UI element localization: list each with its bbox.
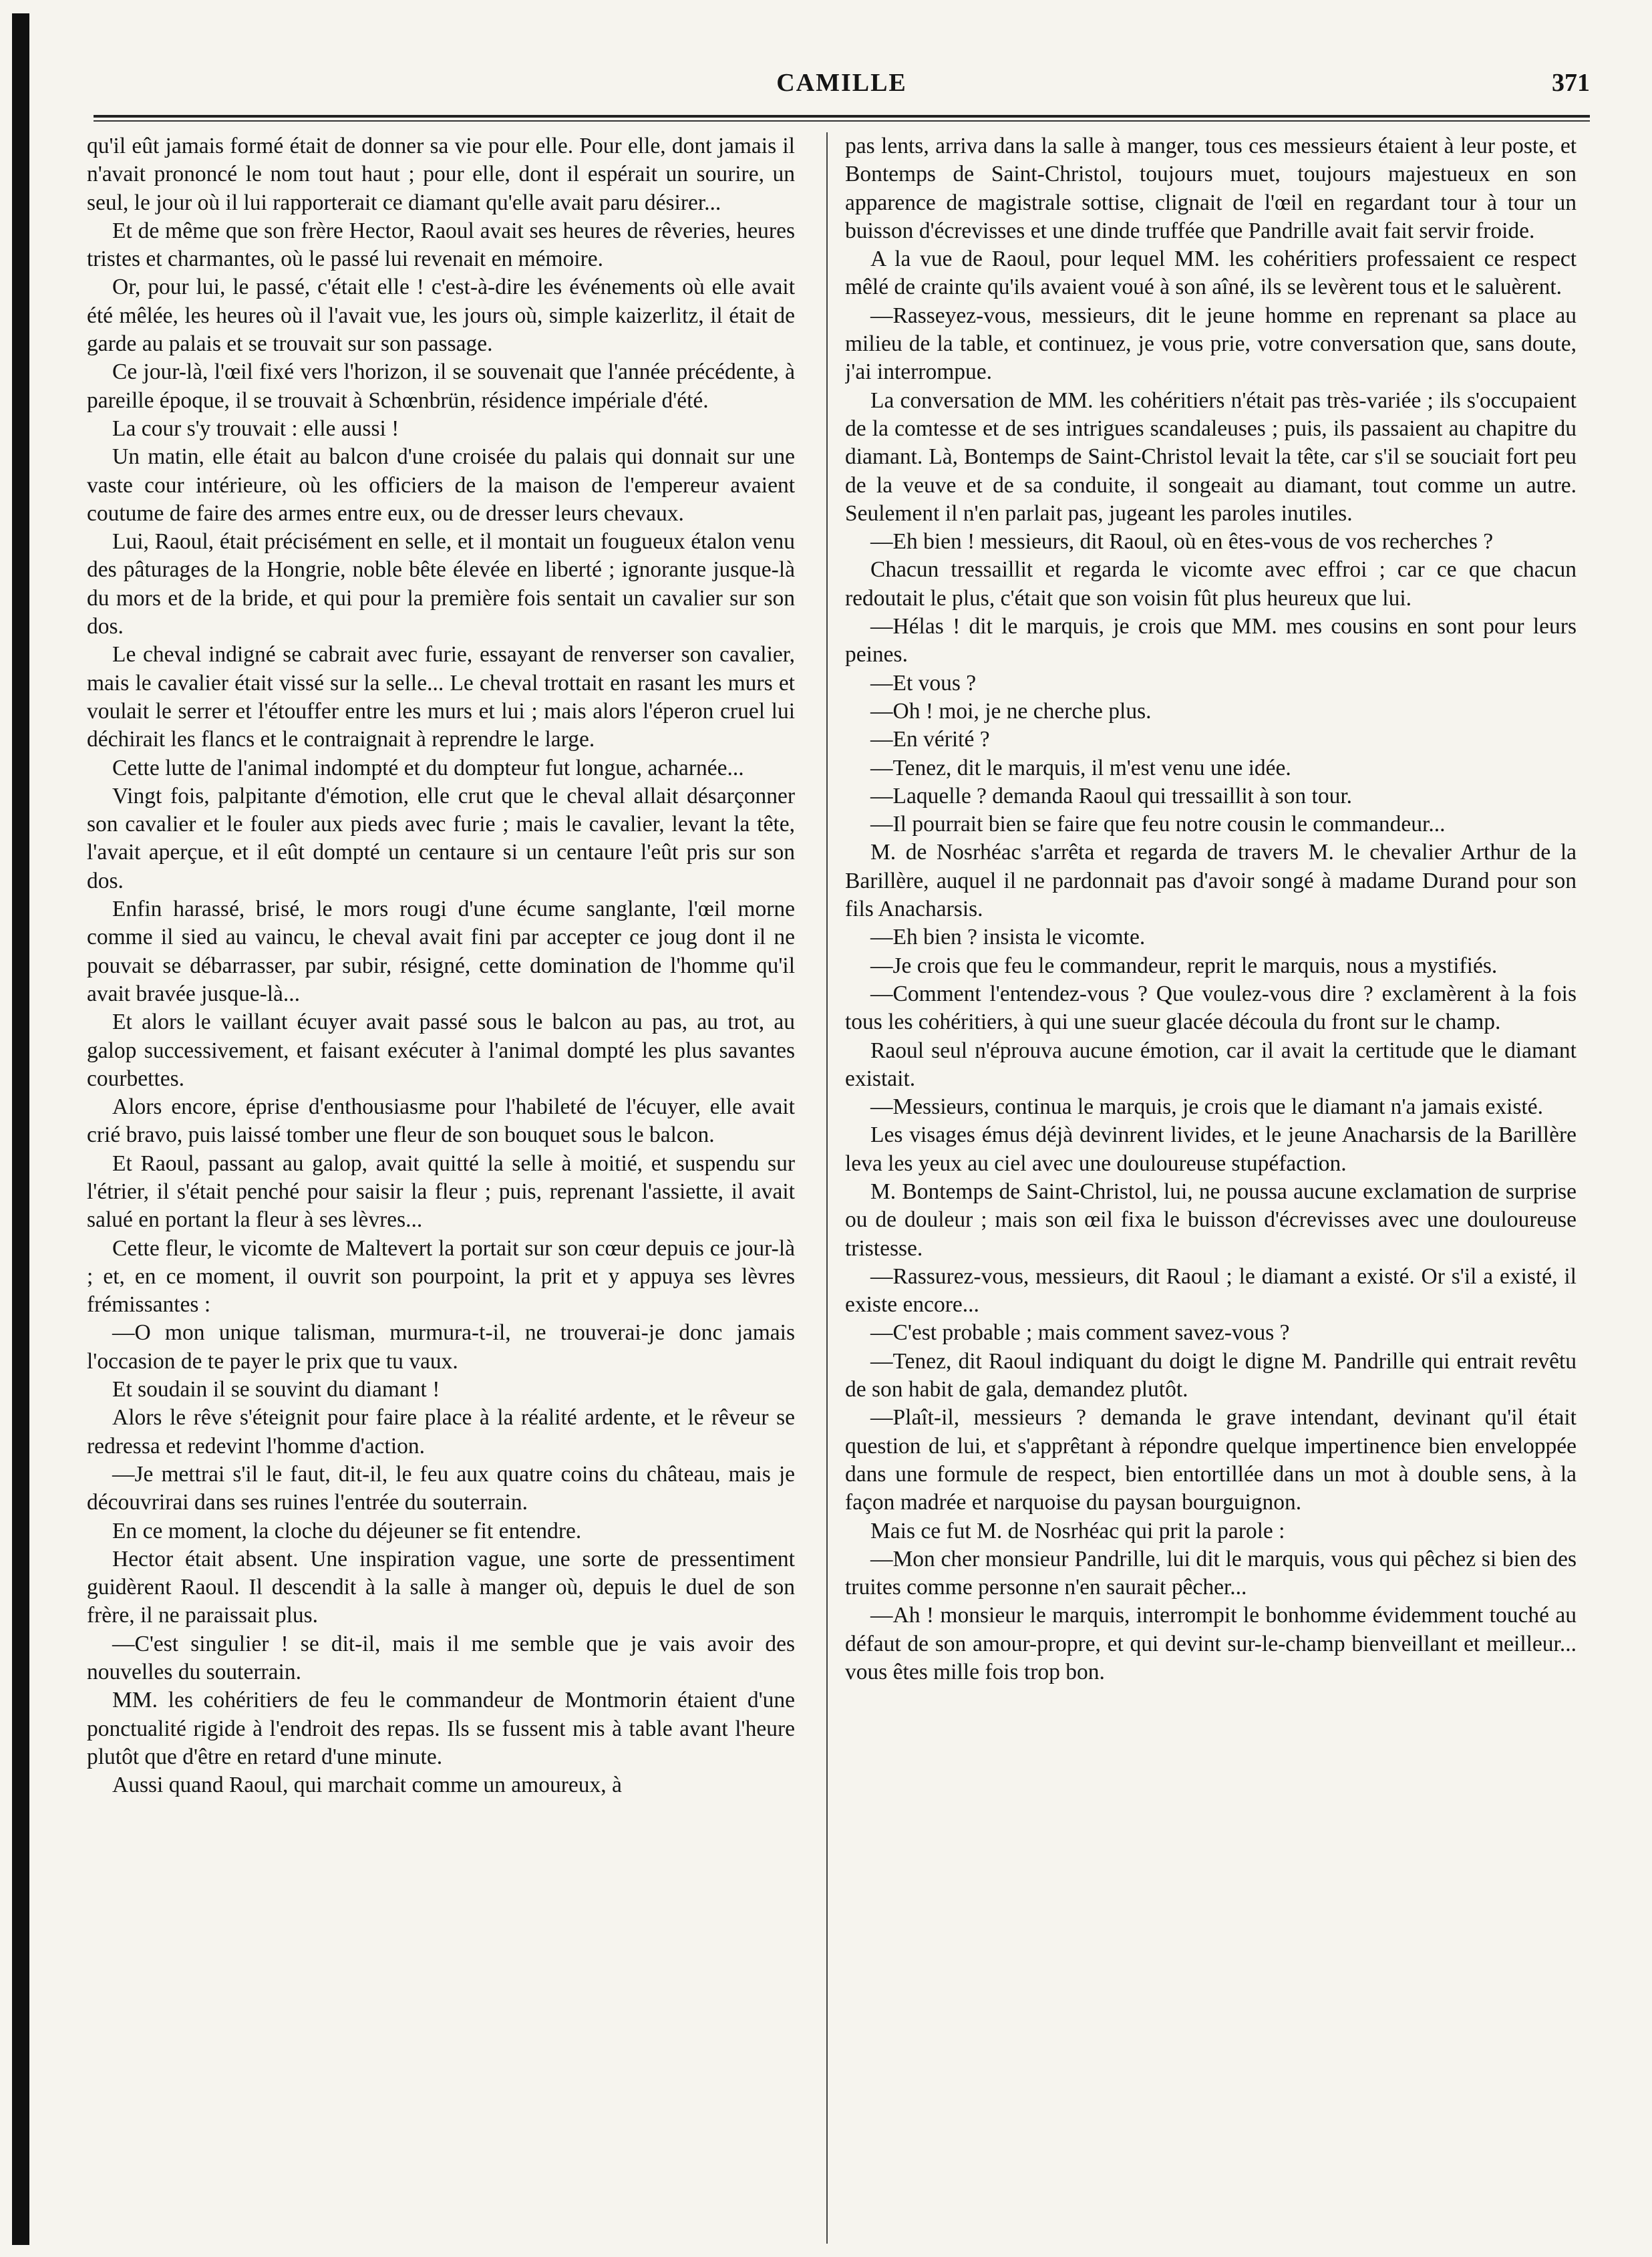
paragraph: —Eh bien ! messieurs, dit Raoul, où en êtes-vous de vos recherches ? (870, 529, 1494, 555)
paragraph: Et soudain il se souvint du diamant ! (112, 1377, 440, 1402)
paragraph: —Hélas ! dit le marquis, je crois que MM. mes cousins en sont pour leurs peines. (845, 614, 1577, 667)
paragraph: —Ah ! monsieur le marquis, interrompit le bonhomme évidemment touché au défaut de son amour-propre, et qui devint sur-le-champ bienveillant et meilleur... vous êtes mille fois trop bon. (845, 1603, 1577, 1685)
paragraph: Un matin, elle était au balcon d'une croisée du palais qui donnait sur une vaste cour intérieure, où les officiers de la maison de l'empereur avaient coutume de faire des armes entre eux, ou de dresser leurs chevaux. (87, 444, 795, 526)
paragraph: —Eh bien ? insista le vicomte. (870, 925, 1146, 950)
paragraph: Vingt fois, palpitante d'émotion, elle crut que le cheval allait désarçonner son cavalier et le fouler aux pieds avec furie ; mais le cavalier, levant la tête, l'avait aperçue, et il eût dompté un centaure si un centaure l'eût pris sur son dos. (87, 783, 795, 893)
paragraph: —En vérité ? (870, 727, 990, 752)
paragraph: M. Bontemps de Saint-Christol, lui, ne poussa aucune exclamation de surprise ou de douleur ; mais son œil fixa le buisson d'écrevisses avec une douloureuse tristesse. (845, 1179, 1577, 1261)
paragraph: pas lents, arriva dans la salle à manger, tous ces messieurs étaient à leur poste, et Bontemps de Saint-Christol, toujours muet, toujours majestueux en son apparence de magistrale sottise, clignait de l'œil en regardant tour à tour un buisson d'écrevisses et une dinde truffée que Pandrille avait fait servir froide. (845, 134, 1577, 243)
paragraph: Et Raoul, passant au galop, avait quitté la selle à moitié, et suspendu sur l'étrier, il s'était penché pour saisir la fleur ; puis, reprenant l'assiette, il avait salué en portant la fleur à ses lèvres... (87, 1151, 795, 1233)
paragraph: Hector était absent. Une inspiration vague, une sorte de pressentiment guidèrent Raoul. Il descendit à la salle à manger où, depuis le duel de son frère, il ne paraissait plus. (87, 1546, 795, 1628)
paragraph: —Messieurs, continua le marquis, je crois que le diamant n'a jamais existé. (870, 1094, 1544, 1120)
column-divider (826, 132, 828, 2244)
paragraph: Or, pour lui, le passé, c'était elle ! c'est-à-dire les événements où elle avait été mêlée, les heures où il l'avait vue, les jours où, simple kaizerlitz, il était de garde au palais et se trouvait sur son passage. (87, 275, 795, 357)
page-header (94, 59, 1590, 99)
paragraph: La cour s'y trouvait : elle aussi ! (112, 416, 399, 441)
paragraph: —Rassurez-vous, messieurs, dit Raoul ; le diamant a existé. Or s'il a existé, il existe encore... (845, 1263, 1577, 1318)
paragraph: —O mon unique talisman, murmura-t-il, ne trouverai-je donc jamais l'occasion de te payer le prix que tu vaux. (87, 1320, 795, 1374)
paragraph: —Je crois que feu le commandeur, reprit le marquis, nous a mystifiés. (870, 953, 1498, 978)
right-text-column (845, 132, 1577, 2204)
running-title: CAMILLE (776, 69, 907, 97)
paragraph: M. de Nosrhéac s'arrêta et regarda de travers M. le chevalier Arthur de la Barillère, auquel il ne pardonnait pas d'avoir songé à madame Durand pour son fils Anacharsis. (845, 840, 1577, 922)
paragraph: —Et vous ? (870, 670, 977, 696)
paragraph: —Il pourrait bien se faire que feu notre cousin le commandeur... (870, 812, 1446, 837)
paragraph: Lui, Raoul, était précisément en selle, et il montait un fougueux étalon venu des pâturages de la Hongrie, noble bête élevée en liberté ; ignorante jusque-là du mors et de la bride, et qui pour la première fois sentait un cavalier sur son dos. (87, 529, 795, 639)
paragraph: —Tenez, dit le marquis, il m'est venu une idée. (870, 755, 1291, 780)
paragraph: Aussi quand Raoul, qui marchait comme un amoureux, à (112, 1773, 622, 1798)
paragraph: Chacun tressaillit et regarda le vicomte avec effroi ; car ce que chacun redoutait le plus, c'était que son voisin fût plus heureux que lui. (845, 557, 1577, 611)
header-rule-thin (94, 120, 1590, 122)
paragraph: —Comment l'entendez-vous ? Que voulez-vous dire ? exclamèrent à la fois tous les cohéritiers, à qui une sueur glacée découla du front sur le champ. (845, 981, 1577, 1035)
paragraph: —Plaît-il, messieurs ? demanda le grave intendant, devinant qu'il était question de lui, et s'apprêtant à répondre quelque impertinence bien enveloppée dans une formule de respect, bien entortillée dans un mot à double sens, à la façon madrée et narquoise du paysan bourguignon. (845, 1405, 1577, 1515)
paragraph: Cette lutte de l'animal indompté et du dompteur fut longue, acharnée... (112, 755, 744, 780)
paragraph: —Tenez, dit Raoul indiquant du doigt le digne M. Pandrille qui entrait revêtu de son habit de gala, demandez plutôt. (845, 1348, 1577, 1402)
paragraph: La conversation de MM. les cohéritiers n'était pas très-variée ; ils s'occupaient de la comtesse et de ses intrigues scandaleuses ; puis, ils passaient au chapitre du diamant. Là, Bontemps de Saint-Christol levait la tête, car s'il se souciait fort peu de la veuve et de sa conduite, il songeait au diamant, tout comme un autre. Seulement il n'en parlait pas, jugeant les paroles inutiles. (845, 388, 1577, 526)
page-number: 371 (1552, 69, 1590, 97)
paragraph: —Oh ! moi, je ne cherche plus. (870, 698, 1152, 724)
left-text-column (87, 132, 795, 2204)
paragraph: Mais ce fut M. de Nosrhéac qui prit la parole : (870, 1518, 1285, 1543)
paragraph: —C'est singulier ! se dit-il, mais il me semble que je vais avoir des nouvelles du souterrain. (87, 1631, 795, 1685)
paragraph: MM. les cohéritiers de feu le commandeur de Montmorin étaient d'une ponctualité rigide à l'endroit des repas. Ils se fussent mis à table avant l'heure plutôt que d'être en retard d'une minute. (87, 1688, 795, 1769)
paragraph: qu'il eût jamais formé était de donner sa vie pour elle. Pour elle, dont jamais il n'avait prononcé le nom tout haut ; pour elle, dont il espérait un sourire, un seul, le jour où il lui rapporterait ce diamant qu'elle avait paru désirer... (87, 134, 795, 215)
paragraph: —Rasseyez-vous, messieurs, dit le jeune homme en reprenant sa place au milieu de la table, et continuez, je vous prie, votre conversation que, sans doute, j'ai interrompue. (845, 303, 1577, 385)
paragraph: Raoul seul n'éprouva aucune émotion, car il avait la certitude que le diamant existait. (845, 1038, 1577, 1091)
paragraph: —C'est probable ; mais comment savez-vous ? (870, 1320, 1290, 1346)
paragraph: A la vue de Raoul, pour lequel MM. les cohéritiers professaient ce respect mêlé de crainte qu'ils avaient voué à son aîné, ils se levèrent tous et le saluèrent. (845, 247, 1577, 300)
paragraph: Alors encore, éprise d'enthousiasme pour l'habileté de l'écuyer, elle avait crié bravo, puis laissé tomber une fleur de son bouquet sous le balcon. (87, 1094, 795, 1148)
paragraph: Enfin harassé, brisé, le mors rougi d'une écume sanglante, l'œil morne comme il sied au vaincu, le cheval avait fini par accepter ce joug dont il ne pouvait se débarrasser, par subir, résigné, cette domination de l'homme qu'il avait bravée jusque-là... (87, 897, 795, 1006)
paragraph: Et alors le vaillant écuyer avait passé sous le balcon au pas, au trot, au galop successivement, et faisant exécuter à l'animal dompté les plus savantes courbettes. (87, 1010, 795, 1091)
page-binding-edge (12, 13, 29, 2245)
header-rule-thick (94, 115, 1590, 118)
paragraph: —Je mettrai s'il le faut, dit-il, le feu aux quatre coins du château, mais je découvrirai dans ses ruines l'entrée du souterrain. (87, 1461, 795, 1515)
paragraph: —Laquelle ? demanda Raoul qui tressaillit à son tour. (870, 783, 1353, 808)
paragraph: Et de même que son frère Hector, Raoul avait ses heures de rêveries, heures tristes et charmantes, où le passé lui revenait en mémoire. (87, 218, 795, 272)
paragraph: Alors le rêve s'éteignit pour faire place à la réalité ardente, et le rêveur se redressa et redevint l'homme d'action. (87, 1405, 795, 1459)
paragraph: —Mon cher monsieur Pandrille, lui dit le marquis, vous qui pêchez si bien des truites comme personne n'en saurait pêcher... (845, 1546, 1577, 1600)
paragraph: Ce jour-là, l'œil fixé vers l'horizon, il se souvenait que l'année précédente, à pareille époque, il se trouvait à Schœnbrün, résidence impériale d'été. (87, 359, 795, 413)
paragraph: Le cheval indigné se cabrait avec furie, essayant de renverser son cavalier, mais le cavalier était vissé sur la selle... Le cheval trottait en rasant les murs et voulait le serrer et l'étouffer entre les murs et lui ; mais alors l'éperon cruel lui déchirait les flancs et le contraignait à reprendre le large. (87, 642, 795, 752)
paragraph: En ce moment, la cloche du déjeuner se fit entendre. (112, 1518, 582, 1543)
paragraph: Les visages émus déjà devinrent livides, et le jeune Anacharsis de la Barillère leva les yeux au ciel avec une douloureuse stupéfaction. (845, 1122, 1577, 1176)
paragraph: Cette fleur, le vicomte de Maltevert la portait sur son cœur depuis ce jour-là ; et, en ce moment, il ouvrit son pourpoint, la prit et y appuya ses lèvres frémissantes : (87, 1235, 795, 1318)
